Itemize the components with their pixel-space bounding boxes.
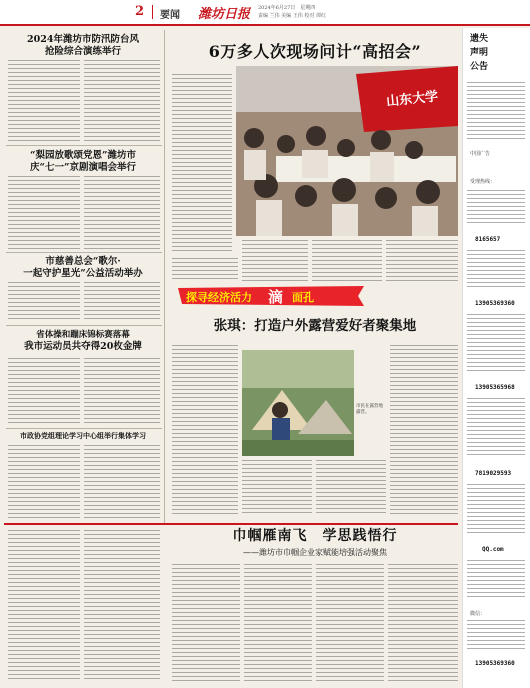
article-body-text <box>316 564 384 684</box>
divider <box>6 145 162 146</box>
article-body-text <box>172 345 238 515</box>
article-body-text <box>388 564 458 684</box>
ad-body-text <box>467 250 525 290</box>
article-body-text <box>84 176 160 250</box>
headline-opera-concert[interactable] <box>8 150 158 174</box>
divider <box>6 252 162 253</box>
section-name: 要闻 <box>160 10 180 21</box>
headline-line: 2024年潍坊市防汛防台风 <box>27 34 139 45</box>
divider <box>6 428 162 429</box>
headline-line: “梨园放歌颂党恩”潍坊市 <box>30 150 136 161</box>
article-body-text <box>172 564 240 684</box>
ribbon-text-3: 面孔 <box>292 292 314 304</box>
ad-title-notice: 公告 <box>470 62 489 72</box>
headline-gaokao-fair[interactable]: 6万多人次现场问计“高招会” <box>208 42 422 61</box>
ad-label: 受理热线： <box>470 179 496 185</box>
ribbon-text-2: 滴 <box>268 288 284 306</box>
article-body-text <box>312 240 382 282</box>
article-body-text <box>172 258 238 282</box>
headline-line: 一起守护星光”公益活动举办 <box>23 267 143 279</box>
article-body-text <box>8 60 80 142</box>
ad-body-text <box>467 560 525 600</box>
headline-gymnastics[interactable] <box>8 330 158 353</box>
headline-flood-drill[interactable] <box>8 34 158 58</box>
article-body-text <box>390 345 458 515</box>
ad-body-text <box>467 484 525 534</box>
column-rule <box>164 30 165 524</box>
ad-title-statement: 声明 <box>470 48 489 58</box>
article-body-text <box>84 358 160 424</box>
headline-line: 抢险综合演练举行 <box>44 45 121 57</box>
article-body-text <box>386 240 458 282</box>
headline-line: 庆“七一”京剧演唱会举行 <box>30 161 136 173</box>
article-body-text <box>242 460 312 516</box>
ad-body-text <box>467 190 525 226</box>
subheadline: ——潍坊市巾帼企业家赋能培强活动聚焦 <box>243 548 387 557</box>
article-body-text <box>8 358 80 424</box>
article-body-text <box>84 282 160 322</box>
headline-line: 我市运动员共夺得20枚金牌 <box>24 340 142 352</box>
camping-photo <box>242 350 354 456</box>
article-body-text <box>244 564 312 684</box>
headline-charity-event[interactable] <box>8 256 158 280</box>
phone-number[interactable]: 7819029593 <box>475 470 512 477</box>
article-body-text <box>8 282 80 322</box>
header-divider <box>152 5 153 19</box>
ad-body-text <box>467 620 525 650</box>
page-header <box>0 0 530 26</box>
website-text[interactable]: QQ.com <box>482 546 504 553</box>
ad-label: 微信： <box>470 611 486 617</box>
ad-body-text <box>467 314 525 374</box>
gaokao-fair-photo <box>236 66 458 236</box>
article-body-text <box>8 445 80 521</box>
article-body-text <box>8 176 80 250</box>
camp-illustration <box>242 350 354 456</box>
photo-caption: 市民在露营地露营。 <box>356 404 383 415</box>
ribbon-text-1: 探寻经济活力 <box>186 292 252 304</box>
page-number: 2 <box>135 4 145 19</box>
banner-text: 山东大学 <box>385 88 439 109</box>
article-body-text <box>8 530 80 682</box>
ad-body-text <box>467 398 525 458</box>
article-body-text <box>84 445 160 521</box>
ad-label: 中国广告 <box>470 151 491 157</box>
phone-number[interactable]: 13905365968 <box>475 384 515 391</box>
headline-camping[interactable]: 张琪：打造户外露营爱好者聚集地 <box>213 318 417 334</box>
article-body-text <box>172 74 232 254</box>
section-divider <box>4 523 458 525</box>
article-body-text <box>84 60 160 142</box>
headline-women-entrepreneurs[interactable]: 巾帼雁南飞 学思践悟行 <box>232 528 398 544</box>
editor-credits: 责编 兰伟 美编 王伟 校对 谭红 <box>258 13 326 19</box>
divider <box>6 325 162 326</box>
headline-cppcc-study[interactable]: 市政协党组理论学习中心组举行集体学习 <box>20 431 146 440</box>
article-body-text <box>242 240 308 282</box>
phone-number[interactable]: 13905369360 <box>475 660 515 667</box>
column-ribbon <box>178 286 368 306</box>
article-body-text <box>84 530 160 682</box>
article-body-text <box>316 460 386 516</box>
phone-number[interactable]: 8165657 <box>475 236 501 243</box>
headline-line: 省体操和蹦床锦标赛落幕 <box>36 330 130 340</box>
headline-line: 市慈善总会“歌尔· <box>45 256 121 267</box>
issue-date: 2024年6月27日 星期四 <box>258 5 316 11</box>
ad-body-text <box>467 82 525 142</box>
phone-number[interactable]: 13905369360 <box>475 300 515 307</box>
masthead-logo: 潍坊日报 <box>198 7 251 22</box>
ad-title-lost: 遗失 <box>470 34 489 44</box>
